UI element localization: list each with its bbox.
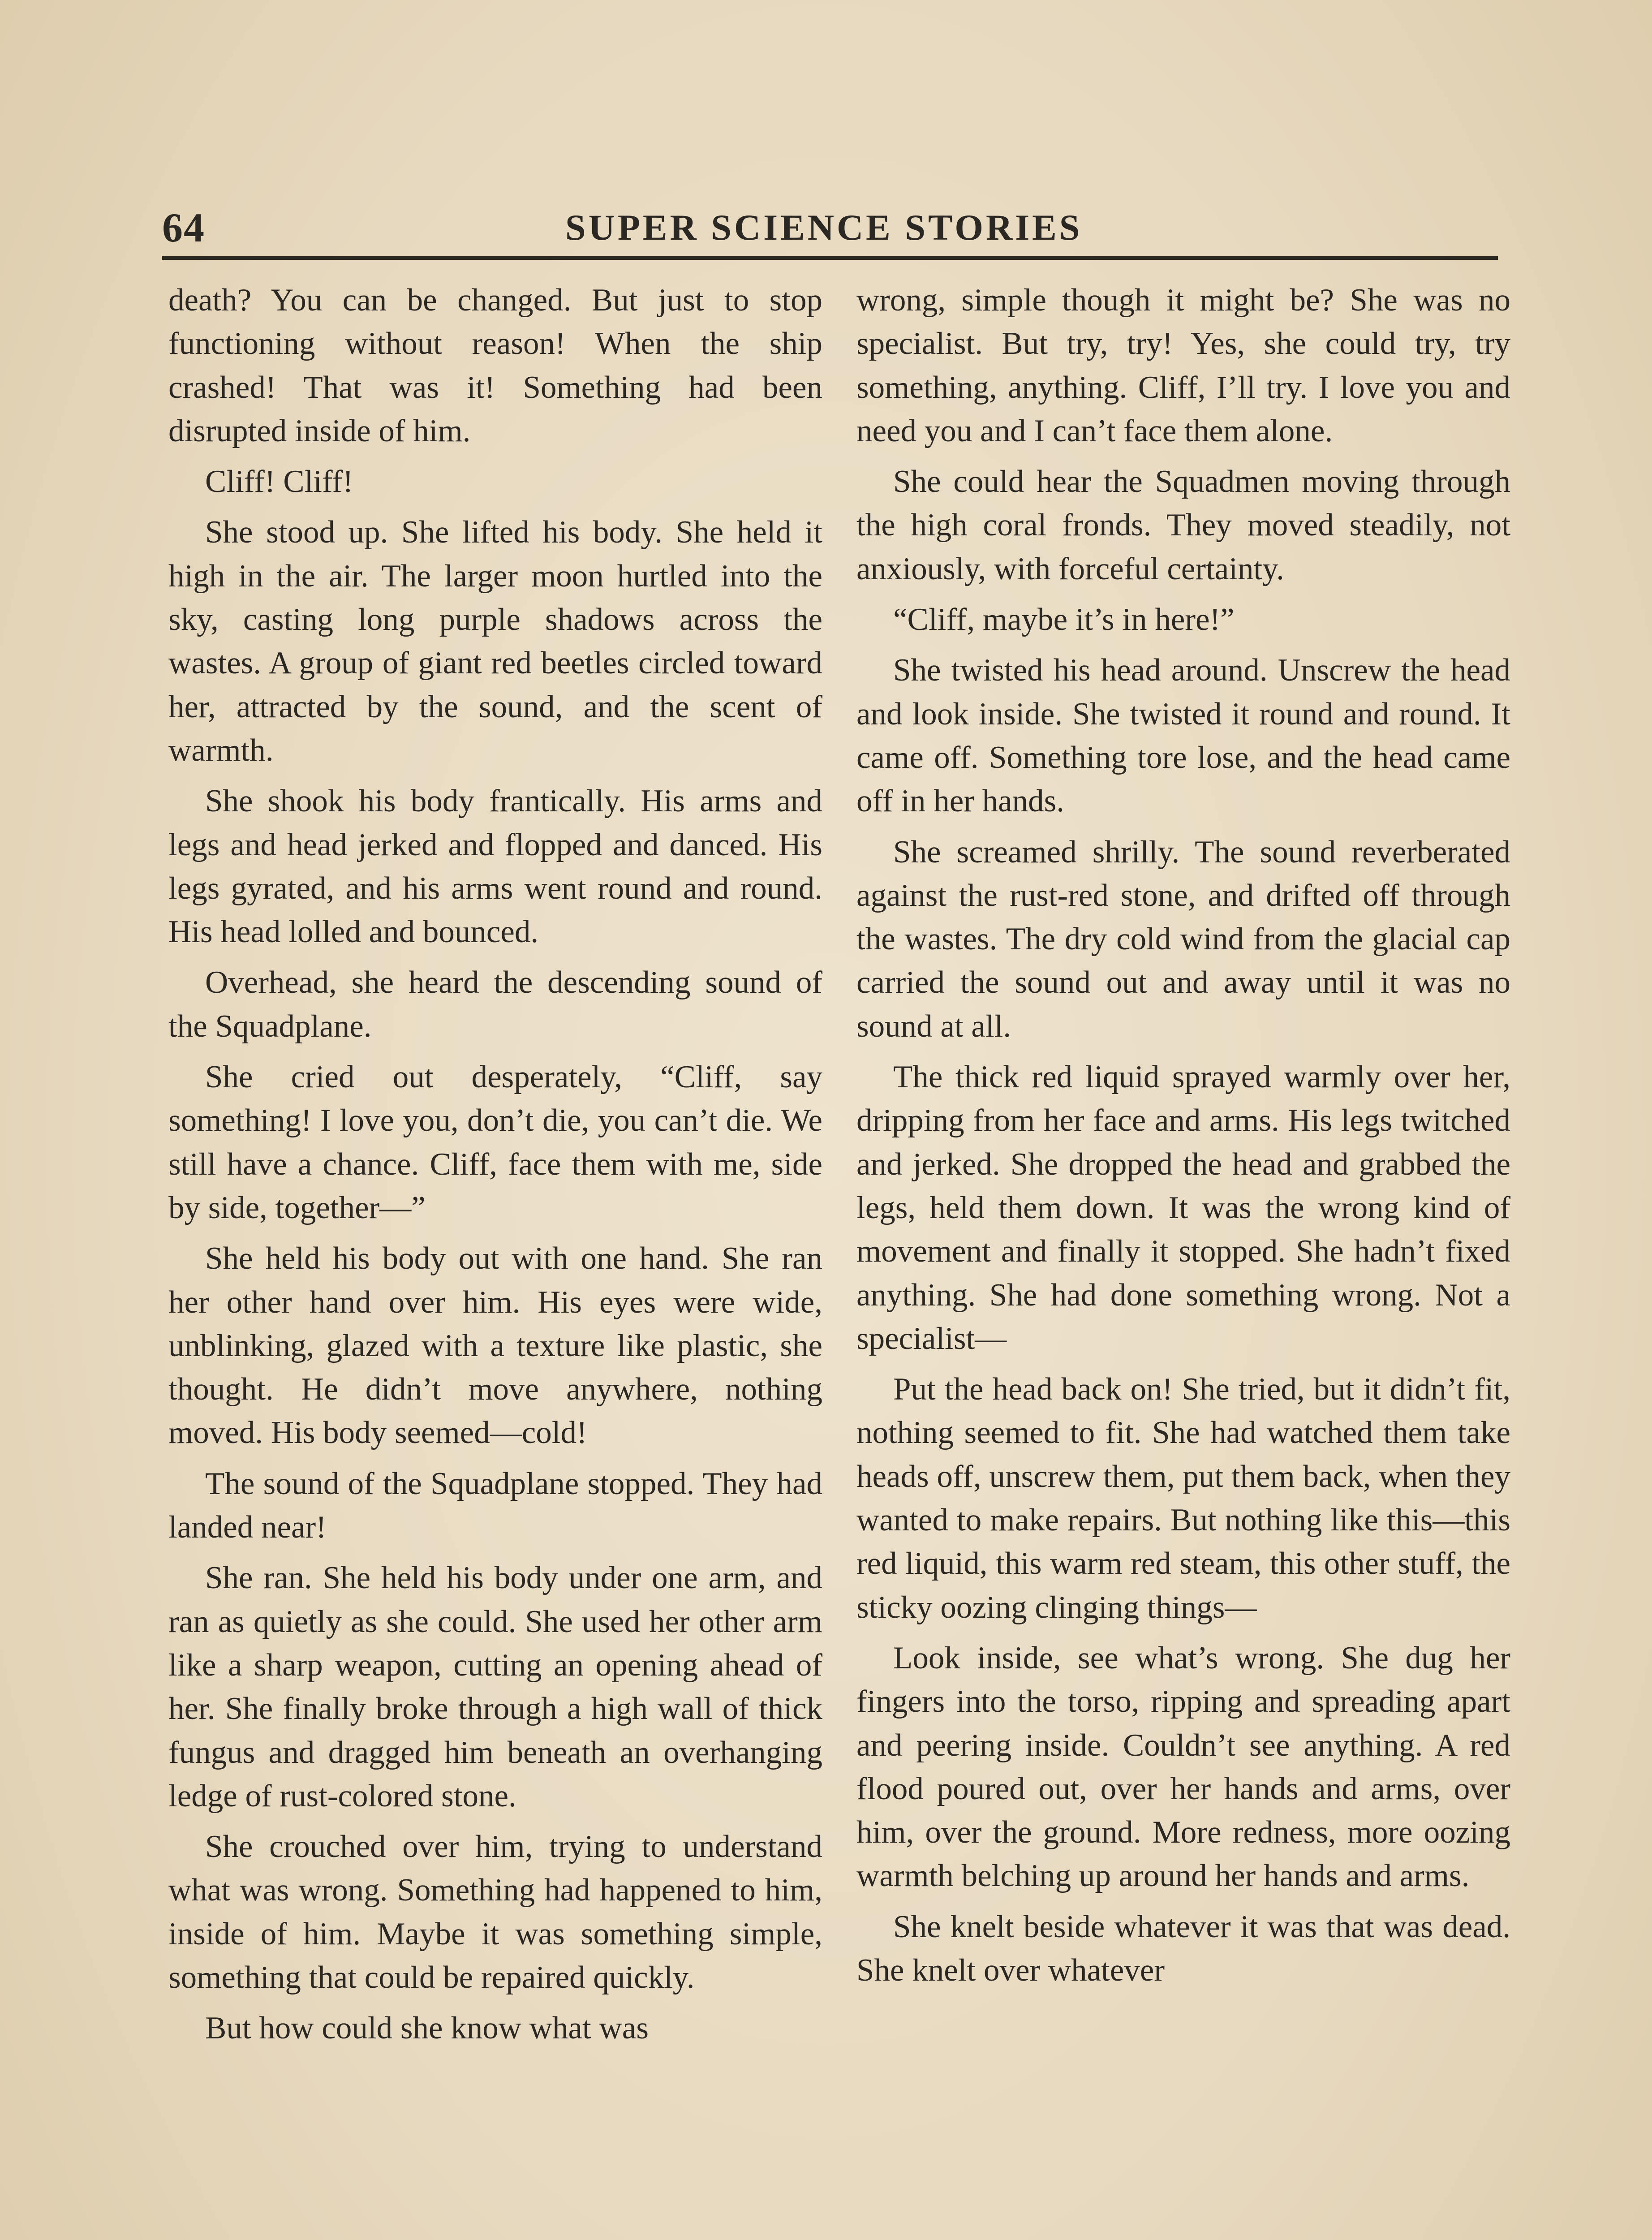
paragraph: She cried out desperately, “Cliff, say something! I love you, don’t die, you can’t die. We still have a chance. Cliff, face them with me, side by side, together—” xyxy=(168,1060,822,1225)
paragraph: She knelt beside whatever it was that was dead. She knelt over whatever xyxy=(856,1909,1510,1988)
paragraph: “Cliff, maybe it’s in here!” xyxy=(893,602,1235,638)
paragraph: Overhead, she heard the descending sound of the Squadplane. xyxy=(168,965,822,1044)
page-number: 64 xyxy=(162,205,205,250)
right-column xyxy=(856,279,1510,2240)
left-column xyxy=(168,279,822,2240)
header-rule xyxy=(162,256,1498,260)
paragraph: The thick red liquid sprayed warmly over her, dripping from her face and arms. His legs twitched and jerked. She dropped the head and grabbed the legs, held them down. It was the wrong kind of movement and finally it stopped. She hadn’t fixed anything. She had done something wrong. Not a specialist— xyxy=(856,1060,1510,1356)
page-header xyxy=(162,204,1498,260)
paragraph: Put the head back on! She tried, but it didn’t fit, nothing seemed to fit. She had watched them take heads off, unscrew them, put them back, when they wanted to make repairs. But nothing like this—this red liquid, this warm red steam, this other stuff, the sticky oozing clinging things— xyxy=(856,1372,1510,1625)
paragraph: She ran. She held his body under one arm, and ran as quietly as she could. She used her other arm like a sharp weapon, cutting an opening ahead of her. She finally broke through a high wall of thick fungus and dragged him beneath an overhanging ledge of rust-colored stone. xyxy=(168,1560,822,1814)
paragraph: Cliff! Cliff! xyxy=(205,464,353,500)
paragraph: She stood up. She lifted his body. She held it high in the air. The larger moon hurtled into the sky, casting long purple shadows across the wastes. A group of giant red beetles circled toward her, attracted by the sound, and the scent of warmth. xyxy=(168,515,822,768)
paragraph: The sound of the Squadplane stopped. They had landed near! xyxy=(168,1466,822,1545)
paragraph: She crouched over him, trying to understand what was wrong. Something had happened to him, inside of him. Maybe it was something simple, something that could be repaired quickly. xyxy=(168,1829,822,1995)
paragraph: death? You can be changed. But just to stop functioning without reason! When the ship crashed! That was it! Something had been disrupted inside of him. xyxy=(168,283,822,448)
paragraph: She shook his body frantically. His arms and legs and head jerked and flopped and danced. His legs gyrated, and his arms went round and round. His head lolled and bounced. xyxy=(168,784,822,950)
paragraph: Look inside, see what’s wrong. She dug her fingers into the torso, ripping and spreading apart and peering inside. Couldn’t see anything. A red flood poured out, over her hands and arms, over him, over the ground. More redness, more oozing warmth belching up around her hands and arms. xyxy=(856,1640,1510,1894)
paragraph: wrong, simple though it might be? She was no specialist. But try, try! Yes, she could try, try something, anything. Cliff, I’ll try. I love you and need you and I can’t face them alone. xyxy=(856,283,1510,448)
paragraph: She twisted his head around. Unscrew the head and look inside. She twisted it round and round. It came off. Something tore lose, and the head came off in her hands. xyxy=(856,653,1510,819)
paragraph: She screamed shrilly. The sound reverberated against the rust-red stone, and drifted off through the wastes. The dry cold wind from the glacial cap carried the sound out and away until it was no sound at all. xyxy=(856,834,1510,1044)
paragraph: She could hear the Squadmen moving through the high coral fronds. They moved steadily, not anxiously, with forceful certainty. xyxy=(856,464,1510,586)
paragraph: But how could she know what was xyxy=(205,2011,649,2046)
running-head: SUPER SCIENCE STORIES xyxy=(565,207,1083,248)
paragraph: She held his body out with one hand. She ran her other hand over him. His eyes were wide, unblinking, glazed with a texture like plastic, she thought. He didn’t move anywhere, nothing moved. His body seemed—cold! xyxy=(168,1241,822,1451)
